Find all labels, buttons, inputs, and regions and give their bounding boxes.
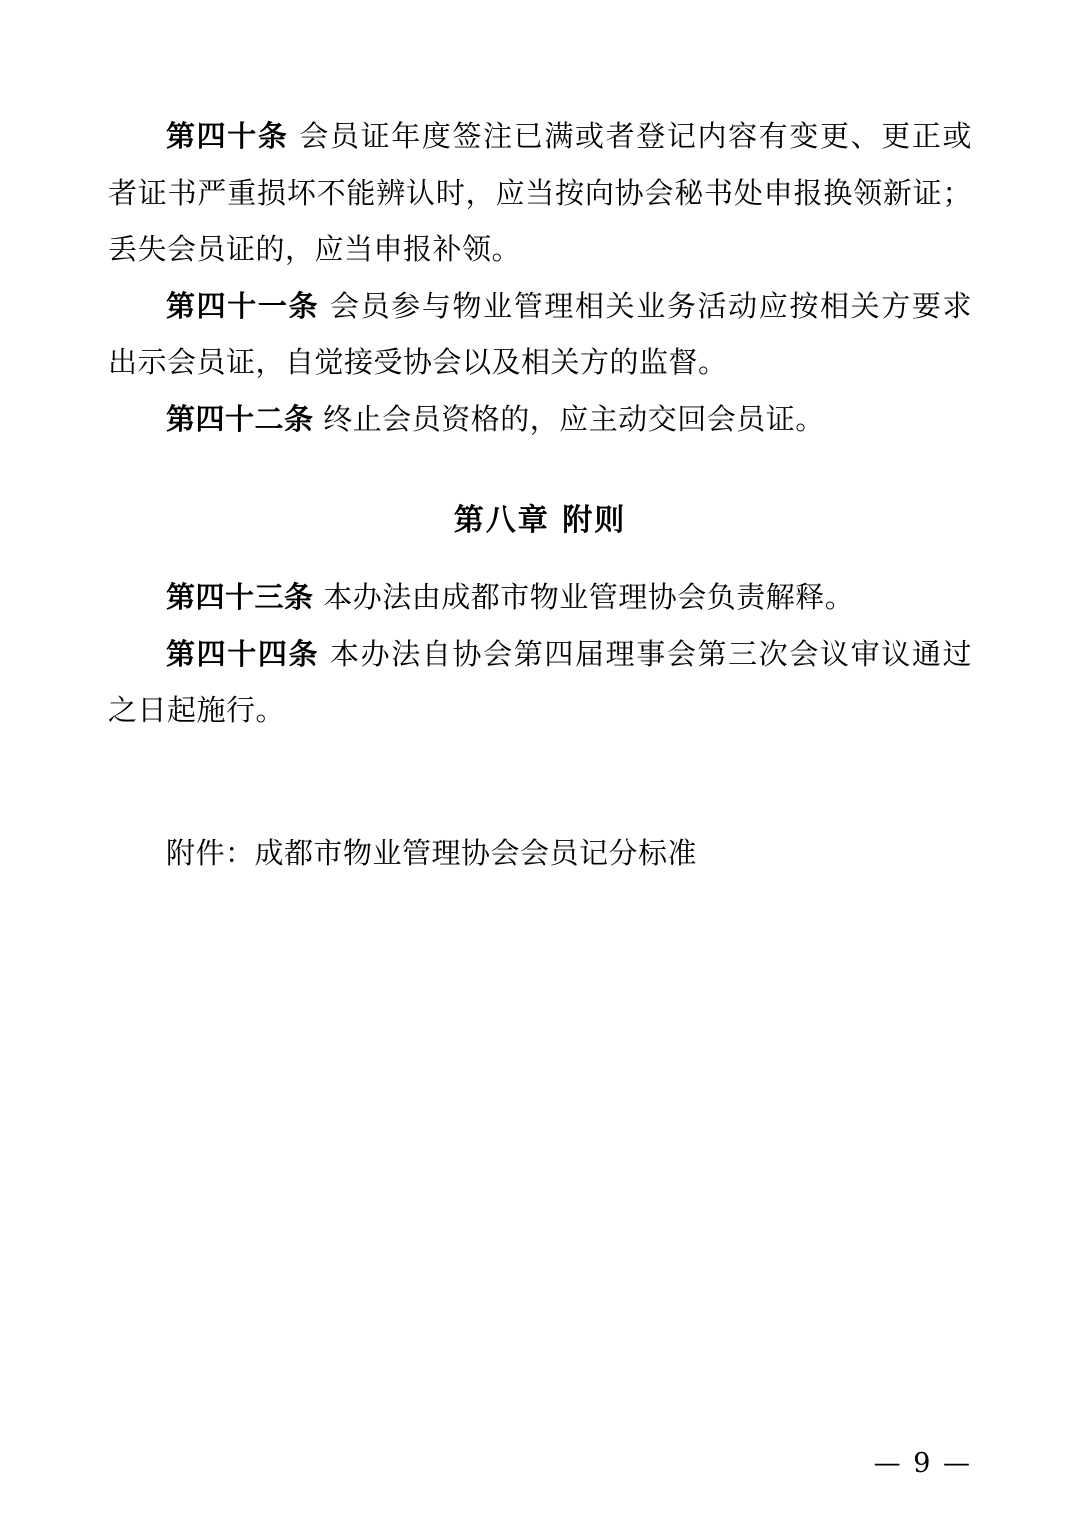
article-44-text: 本办法自协会第四届理事会第三次会议审议通过之日起施行。 [108, 636, 972, 728]
article-42-text: 终止会员资格的，应主动交回会员证。 [313, 401, 825, 436]
article-40-label: 第四十条 [166, 119, 289, 153]
article-40-paragraph [108, 108, 972, 278]
page-number: — 9 — [873, 1448, 972, 1479]
article-41-label: 第四十一条 [166, 288, 320, 323]
article-43-text: 本办法由成都市物业管理协会负责解释。 [313, 580, 855, 615]
article-41-text: 会员参与物业管理相关业务活动应按相关方要求出示会员证，自觉接受协会以及相关方的监督。 [108, 288, 972, 380]
article-44-label: 第四十四条 [166, 636, 320, 671]
attachment-line: 附件：成都市物业管理协会会员记分标准 [166, 835, 698, 870]
article-43-paragraph [108, 569, 972, 626]
chapter-heading: 第八章 附则 [453, 503, 627, 539]
article-41-paragraph [108, 278, 972, 391]
article-40-text: 会员证年度签注已满或者登记内容有变更、更正或者证书严重损坏不能辨认时，应当按向协会秘书处申报换领新证；丢失会员证的，应当申报补领。 [108, 119, 972, 267]
article-42-label: 第四十二条 [166, 401, 314, 436]
article-44-paragraph [108, 626, 972, 739]
article-43-label: 第四十三条 [166, 580, 314, 615]
article-42-paragraph [108, 391, 972, 448]
